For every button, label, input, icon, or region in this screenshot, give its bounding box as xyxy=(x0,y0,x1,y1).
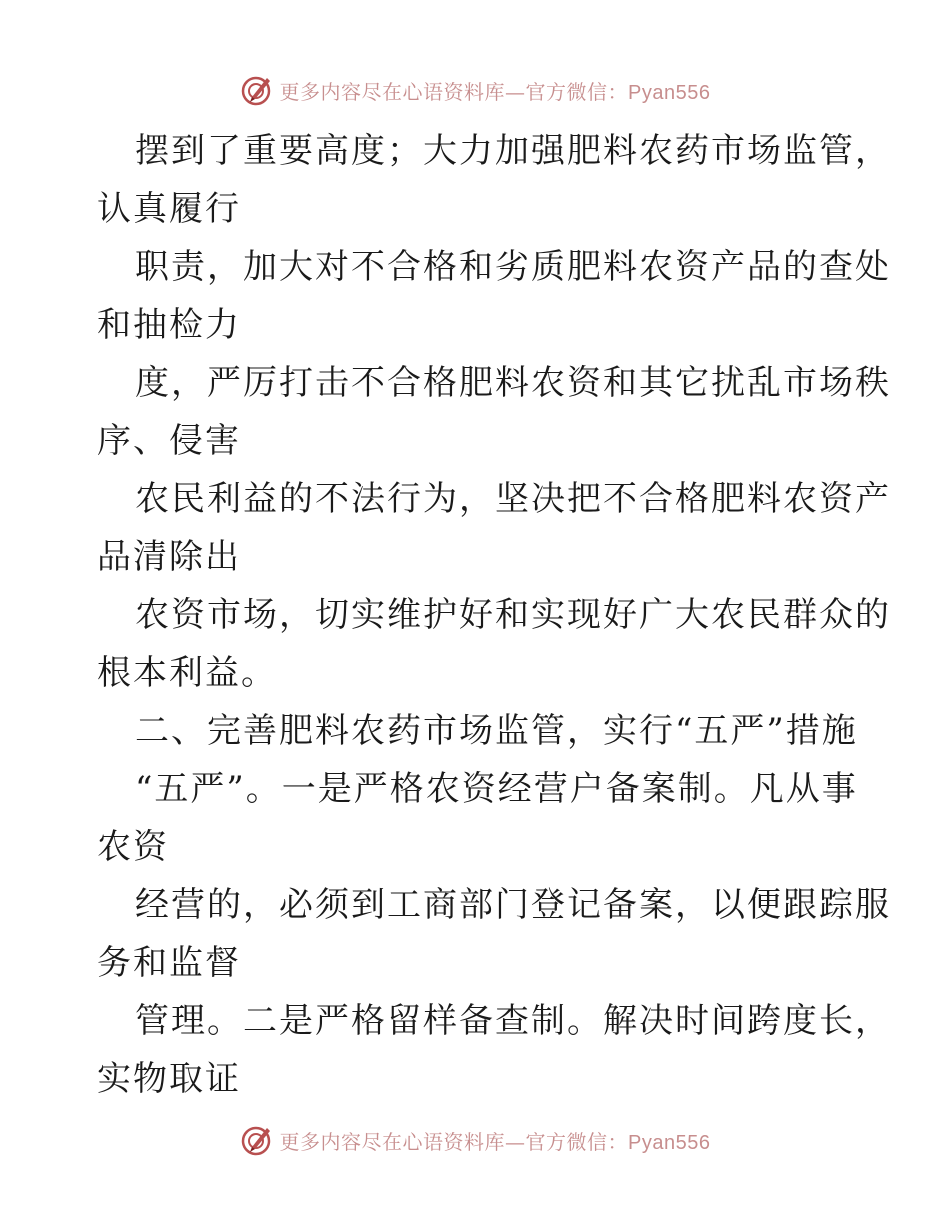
footer-watermark-banner xyxy=(0,1120,950,1160)
text-line: 品清除出 xyxy=(97,537,241,577)
header-watermark-banner xyxy=(0,70,950,110)
text-line: “五严”。一是严格农资经营户备案制。凡从事 xyxy=(135,769,858,809)
text-line: 农民利益的不法行为，坚决把不合格肥料农资产 xyxy=(135,479,891,519)
header-watermark xyxy=(240,73,711,107)
text-line: 务和监督 xyxy=(97,943,241,983)
watermark-text: 更多内容尽在心语资料库—官方微信：Pyan556 xyxy=(279,79,711,104)
document-body xyxy=(97,122,891,1108)
footer-watermark xyxy=(240,1123,711,1157)
text-line: 管理。二是严格留样备查制。解决时间跨度长， xyxy=(135,1001,891,1041)
text-line: 农资市场，切实维护好和实现好广大农民群众的 xyxy=(135,595,891,635)
text-line: 实物取证 xyxy=(97,1059,241,1099)
text-line: 和抽检力 xyxy=(97,305,241,345)
text-line: 经营的，必须到工商部门登记备案，以便跟踪服 xyxy=(135,885,891,925)
text-line: 认真履行 xyxy=(97,189,241,229)
text-line: 职责，加大对不合格和劣质肥料农资产品的查处 xyxy=(135,247,891,287)
text-line: 摆到了重要高度；大力加强肥料农药市场监管， xyxy=(135,131,891,171)
text-line: 根本利益。 xyxy=(97,653,277,693)
watermark-text: 更多内容尽在心语资料库—官方微信：Pyan556 xyxy=(279,1129,711,1154)
section-heading-line: 二、完善肥料农药市场监管，实行“五严”措施 xyxy=(135,711,858,751)
text-line: 度，严厉打击不合格肥料农资和其它扰乱市场秩 xyxy=(135,363,891,403)
quill-pen-seal-icon xyxy=(240,73,274,107)
quill-pen-seal-icon xyxy=(240,1123,274,1157)
text-line: 序、侵害 xyxy=(97,421,241,461)
text-line: 农资 xyxy=(97,827,169,867)
